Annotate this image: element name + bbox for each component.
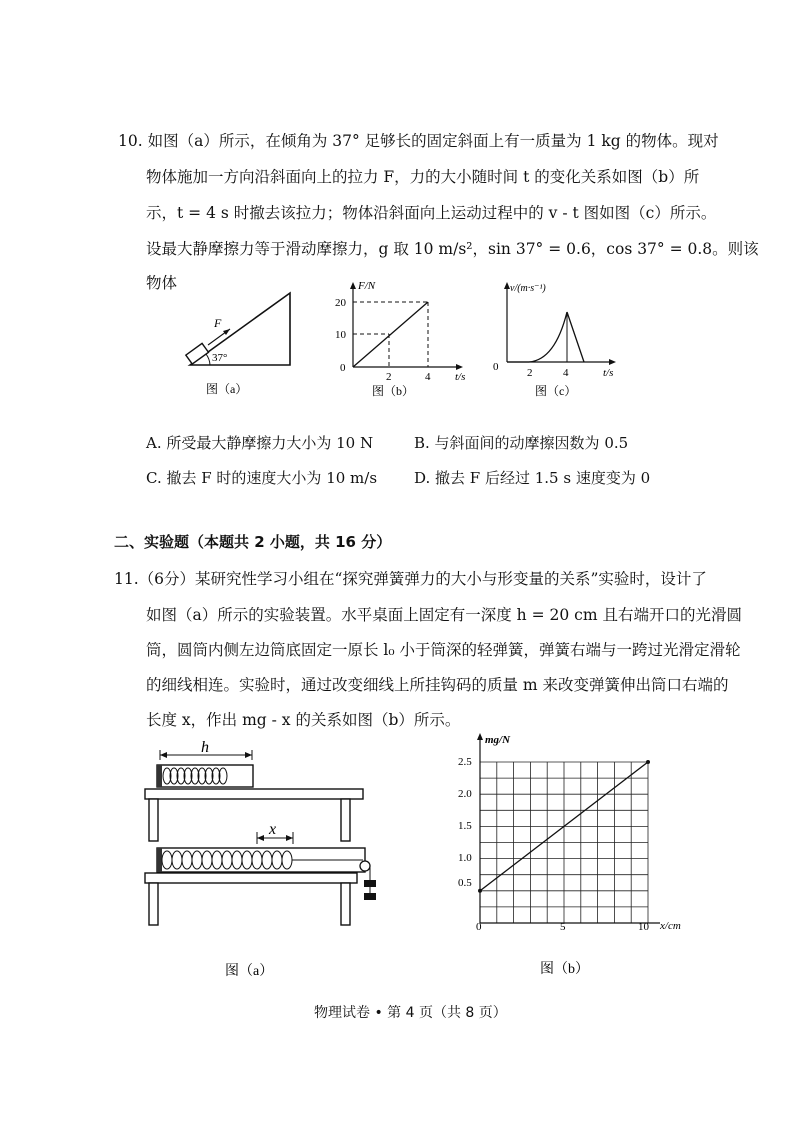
page-footer: 物理试卷 • 第 4 页（共 8 页） xyxy=(314,1005,507,1021)
q11-line-4: 的细线相连。实验时，通过改变细线上所挂钩码的质量 m 来改变弹簧伸出筒口右端的 xyxy=(146,676,729,694)
y-tick-label: 20 xyxy=(335,297,346,309)
q10-figure-a-incline xyxy=(170,285,300,400)
q11-line-3: 筒，圆筒内侧左边筒底固定一原长 l₀ 小于筒深的轻弹簧，弹簧右端与一跨过光滑定滑轮 xyxy=(146,641,741,659)
data-point xyxy=(478,889,482,893)
figure-caption: 图（a） xyxy=(206,382,248,396)
section-title: 二、实验题（本题共 2 小题，共 16 分） xyxy=(114,533,392,551)
data-point xyxy=(646,760,650,764)
q11-figure-a-apparatus xyxy=(135,735,395,985)
q11-line-2: 如图（a）所示的实验装置。水平桌面上固定有一深度 h = 20 cm 且右端开口的光滑圆 xyxy=(146,606,742,624)
y-tick-label: 2.5 xyxy=(458,756,472,768)
x-tick-label: 4 xyxy=(425,371,431,383)
x-axis-label: x/cm xyxy=(660,920,681,932)
q11-line-1: 11.（6分）某研究性学习小组在“探究弹簧弹力的大小与形变量的关系”实验时，设计了 xyxy=(114,570,707,588)
q10-line-4: 设最大静摩擦力等于滑动摩擦力，g 取 10 m/s²，sin 37° = 0.6，cos 37° = 0.8。则该 xyxy=(146,240,759,258)
q10-figure-b-force-time xyxy=(325,275,475,400)
q11-line-5: 长度 x，作出 mg - x 的关系如图（b）所示。 xyxy=(146,711,461,729)
force-label: F xyxy=(214,316,222,330)
q10-line-1: 10. 如图（a）所示，在倾角为 37° 足够长的固定斜面上有一质量为 1 kg 的物体。现对 xyxy=(118,132,719,150)
figure-caption: 图（b） xyxy=(540,962,589,977)
y-tick-label: 0 xyxy=(340,362,346,374)
x-tick-label: 2 xyxy=(527,367,533,379)
y-axis-label: v/(m·s⁻¹) xyxy=(510,283,546,294)
y-tick-label: 0.5 xyxy=(458,877,472,889)
y-axis-label: F/N xyxy=(358,280,376,292)
x-axis-label: t/s xyxy=(455,371,466,383)
q10-line-3: 示，t = 4 s 时撤去该拉力；物体沿斜面向上运动过程中的 v - t 图如图（c）所示。 xyxy=(146,204,717,222)
y-tick-label: 2.0 xyxy=(458,788,472,800)
y-tick-label: 1.0 xyxy=(458,852,472,864)
x-tick-label: 5 xyxy=(560,921,566,933)
x-tick-label: 4 xyxy=(563,367,569,379)
figure-caption: 图（c） xyxy=(535,384,577,398)
q10-line-2: 物体施加一方向沿斜面向上的拉力 F，力的大小随时间 t 的变化关系如图（b）所 xyxy=(146,168,700,186)
x-tick-label: 10 xyxy=(638,921,649,933)
y-tick-label: 10 xyxy=(335,329,346,341)
y-tick-label: 1.5 xyxy=(458,820,472,832)
extension-label: x xyxy=(269,821,277,838)
x-tick-label: 2 xyxy=(386,371,392,383)
choice-d: D. 撤去 F 后经过 1.5 s 速度变为 0 xyxy=(414,469,651,487)
q10-figure-c-velocity-time xyxy=(485,275,635,400)
depth-label: h xyxy=(201,739,209,756)
choice-c: C. 撤去 F 时的速度大小为 10 m/s xyxy=(146,469,378,487)
q10-line-5: 物体 xyxy=(146,274,178,292)
figure-caption: 图（b） xyxy=(372,384,415,398)
x-axis-label: t/s xyxy=(603,367,614,379)
x-tick-label: 0 xyxy=(476,921,482,933)
y-axis-label: mg/N xyxy=(485,734,511,746)
choice-b: B. 与斜面间的动摩擦因数为 0.5 xyxy=(414,434,629,452)
choice-a: A. 所受最大静摩擦力大小为 10 N xyxy=(146,434,374,452)
q11-figure-b-mg-x-chart xyxy=(440,725,700,985)
figure-caption: 图（a） xyxy=(225,964,274,979)
angle-label: 37° xyxy=(212,352,228,364)
origin-label: 0 xyxy=(493,361,499,373)
